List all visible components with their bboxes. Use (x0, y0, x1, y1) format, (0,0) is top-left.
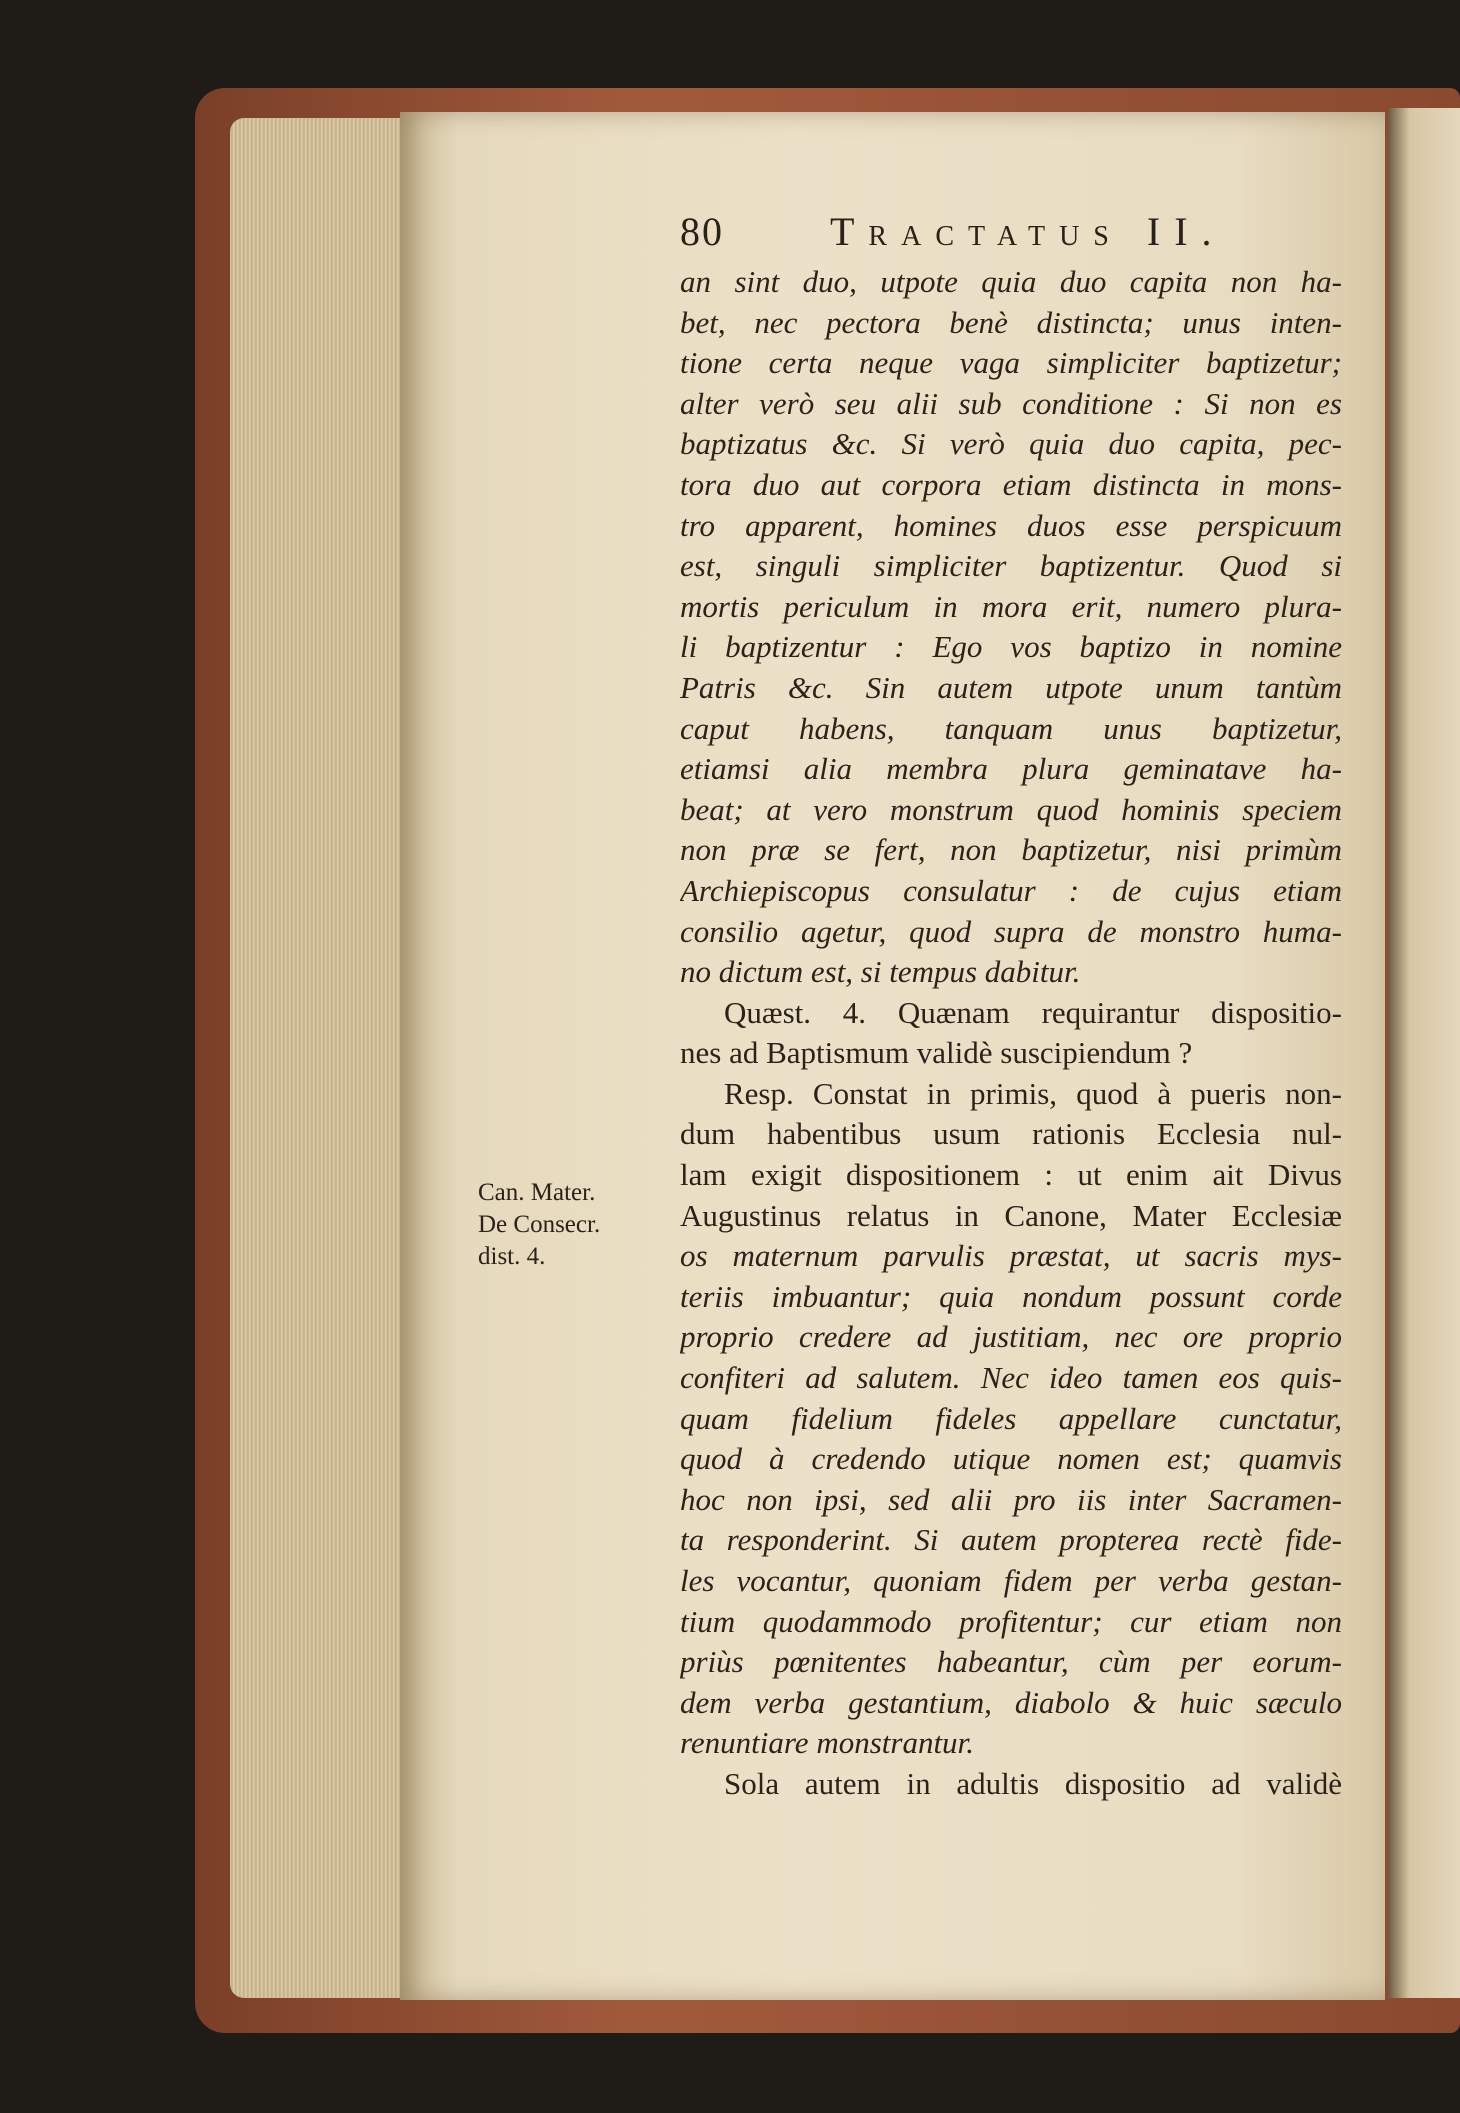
text-line: les vocantur, quoniam fidem per verba gestan- (680, 1563, 1342, 1598)
text-line: mortis periculum in mora erit, numero plura- (680, 588, 1342, 624)
text-line: Sola autem in adultis dispositio ad validè (724, 1765, 1342, 1801)
running-head (680, 208, 1320, 258)
text-line: an sint duo, utpote quia duo capita non ha- (680, 264, 1342, 299)
text-line: tro apparent, homines duos esse perspicuum (680, 507, 1342, 543)
margin-note-line: Can. Mater. (478, 1179, 596, 1206)
margin-note (478, 1177, 678, 1273)
text-line: no dictum est, si tempus dabitur. (680, 954, 1081, 990)
text-line: ta responderint. Si autem propterea rectè fide- (680, 1522, 1342, 1558)
text-line: os maternum parvulis præstat, ut sacris mys- (680, 1238, 1342, 1274)
response-line: Resp. Constat in primis, quod à pueris non- (724, 1075, 1342, 1111)
text-line: Augustinus relatus in Canone, Mater Ecclesiæ (680, 1197, 1342, 1233)
question-line: Quæst. 4. Quænam requirantur dispositio- (724, 994, 1342, 1030)
text-line: caput habens, tanquam unus baptizetur, (680, 710, 1342, 746)
text-line: dum habentibus usum rationis Ecclesia nul- (680, 1116, 1342, 1152)
page-number: 80 (680, 209, 724, 254)
text-line: teriis imbuantur; quia nondum possunt corde (680, 1278, 1342, 1314)
text-line: est, singuli simpliciter baptizentur. Quod si (680, 548, 1342, 584)
text-line: beat; at vero monstrum quod hominis speciem (680, 791, 1342, 827)
text-line: alter verò seu alii sub conditione : Si non es (680, 385, 1342, 421)
text-line: Archiepiscopus consulatur : de cujus etiam (680, 872, 1342, 908)
text-line: confiteri ad salutem. Nec ideo tamen eos quis- (680, 1360, 1342, 1396)
page-edges (230, 118, 400, 1998)
text-line: etiamsi alia membra plura geminatave ha- (680, 751, 1342, 787)
text-line: priùs pœnitentes habeantur, cùm per eorum- (680, 1644, 1342, 1680)
margin-note-line: dist. 4. (478, 1243, 546, 1270)
margin-note-line: De Consecr. (478, 1211, 601, 1238)
text-line: tora duo aut corpora etiam distincta in mons- (680, 466, 1342, 502)
text-line: hoc non ipsi, sed alii pro iis inter Sacramen- (680, 1481, 1342, 1517)
text-line: li baptizentur : Ego vos baptizo in nomine (680, 629, 1342, 665)
text-line: lam exigit dispositionem : ut enim ait Divus (680, 1157, 1342, 1193)
text-line: tione certa neque vaga simpliciter baptizetur; (680, 345, 1342, 381)
text-line: tium quodammodo profitentur; cur etiam non (680, 1603, 1342, 1639)
facing-page-edge (1388, 108, 1460, 1998)
text-line: quod à credendo utique nomen est; quamvis (680, 1441, 1342, 1477)
text-line: nes ad Baptismum validè suscipiendum ? (680, 1035, 1193, 1071)
text-line: non præ se fert, non baptizetur, nisi primùm (680, 832, 1342, 868)
text-line: quam fidelium fideles appellare cunctatur, (680, 1400, 1342, 1436)
text-line: consilio agetur, quod supra de monstro huma- (680, 913, 1342, 949)
text-line: baptizatus &c. Si verò quia duo capita, pec- (680, 426, 1342, 462)
body-text (680, 262, 1342, 1805)
text-line: bet, nec pectora benè distincta; unus inten- (680, 304, 1342, 340)
text-line: Patris &c. Sin autem utpote unum tantùm (680, 669, 1342, 705)
running-title: Tractatus II. (830, 209, 1226, 254)
text-line: proprio credere ad justitiam, nec ore proprio (680, 1319, 1342, 1355)
text-line: dem verba gestantium, diabolo & huic sæculo (680, 1684, 1342, 1720)
text-line: renuntiare monstrantur. (680, 1725, 974, 1761)
